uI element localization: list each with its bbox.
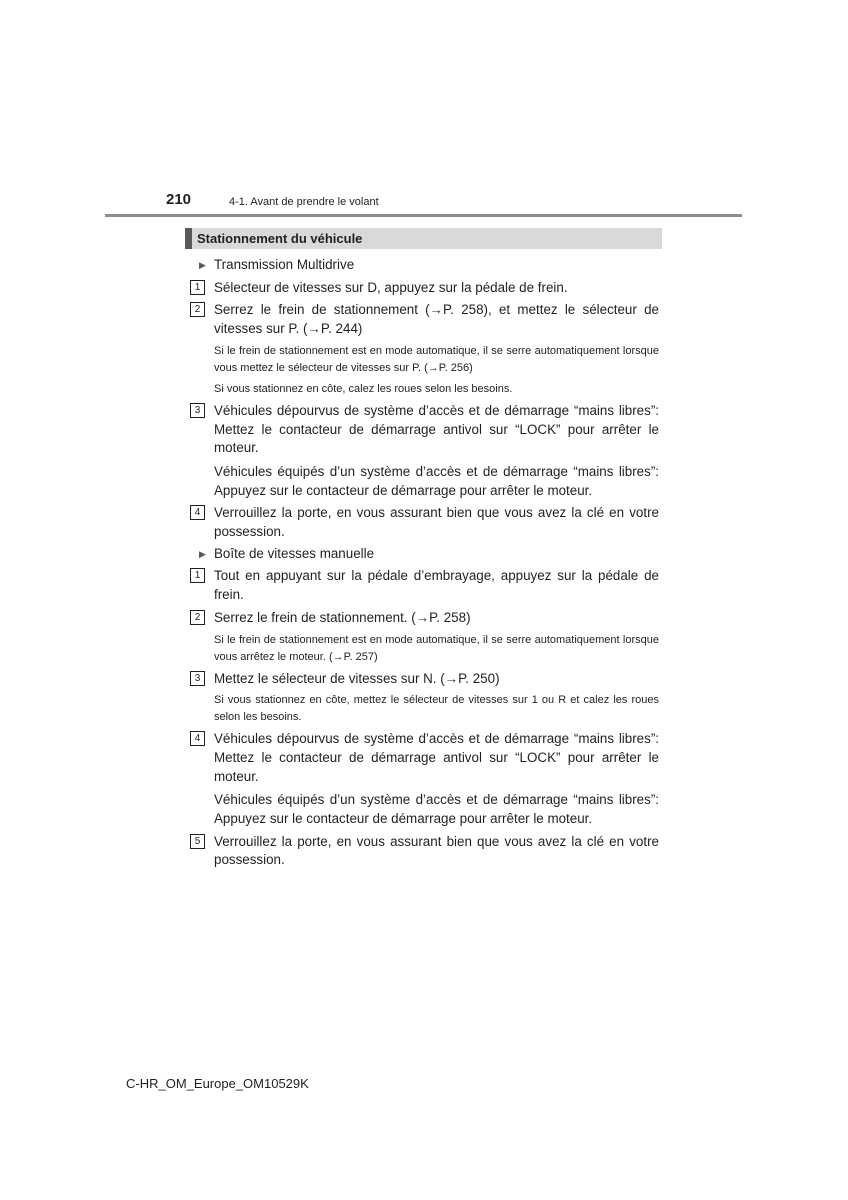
step-item bbox=[190, 730, 659, 829]
triangle-right-icon: ▶ bbox=[199, 548, 206, 559]
bullet-text: Transmission Multidrive bbox=[214, 257, 355, 272]
step-number-box: 2 bbox=[190, 302, 205, 317]
step-text: Verrouillez la porte, en vous assurant bien que vous avez la clé en votre possession. bbox=[214, 833, 659, 868]
note-text: Si vous stationnez en côte, mettez le sélecteur de vitesses sur 1 ou R et calez les roues selon les besoins. bbox=[214, 694, 659, 724]
note-text: Si vous stationnez en côte, calez les roues selon les besoins. bbox=[214, 382, 513, 395]
bullet-item bbox=[190, 545, 659, 564]
step-number-box: 5 bbox=[190, 834, 205, 849]
step-item bbox=[190, 833, 659, 870]
step-text: Tout en appuyant sur la pédale d’embrayage, appuyez sur la pédale de frein. bbox=[214, 568, 659, 603]
bullet-item bbox=[190, 256, 659, 275]
step-text: Verrouillez la porte, en vous assurant bien que vous avez la clé en votre possession. bbox=[214, 505, 659, 540]
page-number: 210 bbox=[166, 191, 192, 208]
content-body bbox=[190, 253, 659, 870]
step-item bbox=[190, 567, 659, 604]
note-text: Si le frein de stationnement est en mode automatique, il se serre automatiquement lorsque vous mettez le sélecteur de vitesses sur P. (→P. 256) bbox=[214, 344, 659, 374]
step-number-box: 4 bbox=[190, 731, 205, 746]
step-number-box: 2 bbox=[190, 610, 205, 625]
footer-code: C-HR_OM_Europe_OM10529K bbox=[126, 1076, 309, 1091]
step-item bbox=[190, 504, 659, 541]
step-text: Véhicules équipés d’un système d’accès et de démarrage “mains libres”: Appuyez sur le contacteur de démarrage pour arrêter le moteur. bbox=[214, 792, 659, 827]
step-number-box: 1 bbox=[190, 568, 205, 583]
step-text: Véhicules dépourvus de système d’accès et de démarrage “mains libres”: Mettez le contacteur de démarrage antivol sur “LOCK” pour arrêter le moteur. bbox=[214, 402, 659, 456]
step-number-box: 1 bbox=[190, 280, 205, 295]
step-text: Sélecteur de vitesses sur D, appuyez sur la pédale de frein. bbox=[214, 279, 568, 295]
step-text: Véhicules équipés d’un système d’accès et de démarrage “mains libres”: Appuyez sur le contacteur de démarrage pour arrêter le moteur. bbox=[214, 463, 659, 498]
step-text: Véhicules dépourvus de système d’accès et de démarrage “mains libres”: Mettez le contacteur de démarrage antivol sur “LOCK” pour arrêter le moteur. bbox=[214, 731, 659, 784]
step-item bbox=[190, 279, 659, 298]
step-text: Mettez le sélecteur de vitesses sur N. (→P. 250) bbox=[214, 670, 500, 686]
step-item bbox=[190, 301, 659, 338]
header-rule bbox=[105, 214, 742, 217]
triangle-right-icon: ▶ bbox=[199, 260, 206, 270]
step-text: Serrez le frein de stationnement (→P. 258), et mettez le sélecteur de vitesses sur P. (→P. 244) bbox=[214, 302, 659, 337]
bullet-text: Boîte de vitesses manuelle bbox=[214, 545, 375, 561]
note-text: Si le frein de stationnement est en mode automatique, il se serre automatiquement lorsque vous arrêtez le moteur. (→P. 257) bbox=[214, 633, 659, 663]
step-number-box: 3 bbox=[190, 403, 205, 418]
step-number-box: 4 bbox=[190, 505, 205, 520]
running-head: 4-1. Avant de prendre le volant bbox=[229, 196, 379, 208]
step-number-box: 3 bbox=[190, 671, 205, 686]
step-item bbox=[190, 609, 659, 628]
step-text: Serrez le frein de stationnement. (→P. 258) bbox=[214, 609, 471, 625]
step-item bbox=[190, 670, 659, 689]
step-item bbox=[190, 402, 659, 501]
section-heading: Stationnement du véhicule bbox=[185, 228, 662, 249]
